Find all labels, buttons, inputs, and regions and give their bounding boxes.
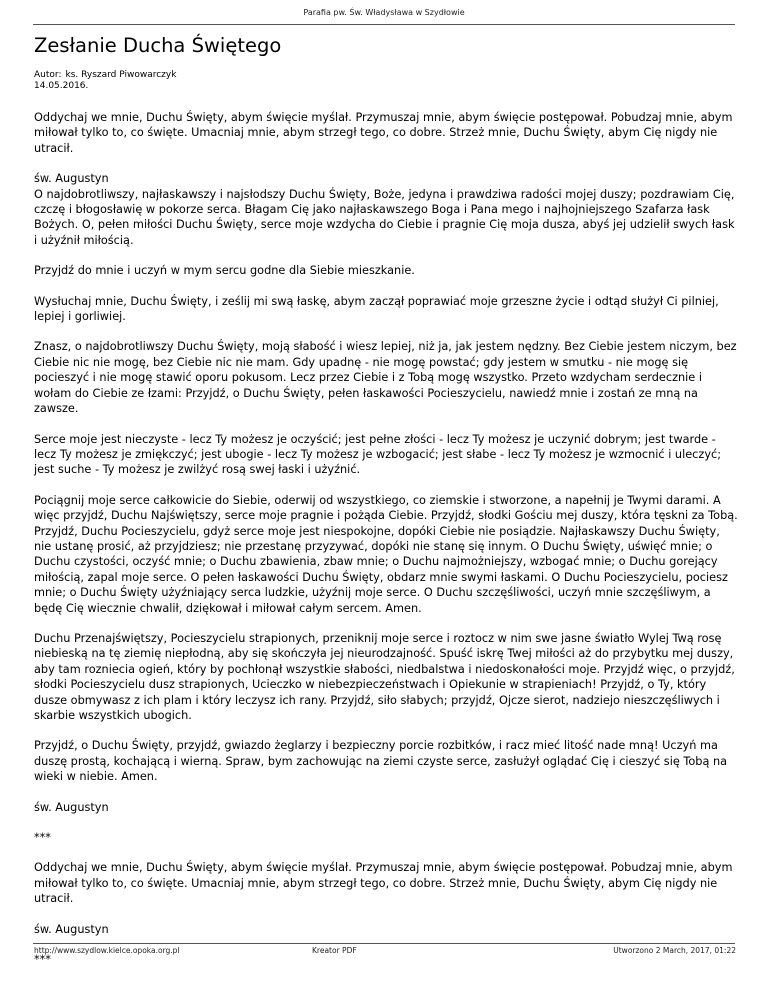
author-name: ks. Ryszard Piwowarczyk — [65, 70, 177, 80]
page-header: Parafia pw. Św. Władysława w Szydłowie — [303, 8, 465, 17]
article-meta — [34, 70, 176, 92]
footer-url-link[interactable]: http://www.szydlow.kielce.opoka.org.pl — [34, 946, 180, 955]
footer-divider — [33, 943, 735, 944]
article-body — [34, 110, 738, 982]
paragraph-8: Duchu Przenajświętszy, Pocieszycielu strapionych, przeniknij moje serce i roztocz w nim swe jasne światło Wylej Twą rosę niebieską na tę ziemię niepłodną, aby się skończyła jej nieurodzajność. Spuść iskrę Twej miłości aż do przybytku mej duszy, aby tam rozniecia ogień, który by pochłonął wszystkie słabości, niedbalstwa i niedoskonałości moje. Przyjdź więc, o przyjdź, słodki Pocieszycielu dusz strapionych, Ucieczko w niebezpieczeństwach i Opiekunie w strapieniach! Przyjdź, o Ty, który dusze obmywasz z ich plam i który leczysz ich rany. Przyjdź, siło słabych; przyjdź, Ojcze sierot, nadziejo nieszczęśliwych i skarbie wszystkich ubogich. — [34, 631, 735, 722]
paragraph-1: Oddychaj we mnie, Duchu Święty, abym święcie myślał. Przymuszaj mnie, abym święcie postępował. Pobudzaj mnie, abym miłował tylko to, co święte. Umacniaj mnie, abym strzegł tego, co dobre. Strzeż mnie, Duchu Święty, abym Cię nigdy nie utracił. — [34, 111, 733, 155]
separator-end: *** — [34, 953, 51, 967]
paragraph-4: Wysłuchaj mnie, Duchu Święty, i ześlij mi swą łaskę, abym zaczął poprawiać moje grzeszne życie i odtąd służył Ci pilniej, lepiej i gorliwiej. — [34, 294, 719, 324]
paragraph-9: Przyjdź, o Duchu Święty, przyjdź, gwiazdo żeglarzy i bezpieczny porcie rozbitków, i racz mieć litość nade mną! Uczyń ma duszę prostą, kochającą i wierną. Spraw, bym zachowując na ziemi czyste serce, zasłużył oglądać Cię i cieszyć się Tobą na wieki w niebie. Amen. — [34, 739, 728, 784]
author-line — [34, 70, 176, 81]
article-date: 14.05.2016. — [34, 81, 89, 91]
paragraph-6: Serce moje jest nieczyste - lecz Ty możesz je oczyścić; jest pełne złości - lecz Ty możesz je uczynić dobrym; jest twarde - lecz Ty możesz je zmiękczyć; jest ubogie - lecz Ty możesz je wzbogacić; jest słabe - lecz Ty możesz je wzmocnić i uleczyć; jest suche - Ty możesz je zwilżyć rosą swej łaski i użyźnić. — [34, 432, 722, 477]
paragraph-3: Przyjdź do mnie i uczyń w mym sercu godne dla Siebie mieszkanie. — [34, 264, 415, 278]
paragraph-5: Znasz, o najdobrotliwszy Duchu Święty, moją słabość i wiesz lepiej, niż ja, jak jestem nędzny. Bez Ciebie jestem niczym, bez Ciebie nic nie mogę, bez Ciebie nic nie mam. Gdy upadnę - nie mogę powstać; gdy jestem w smutku - nie mogę się pocieszyć i nie mogę stawić oporu pokusom. Lecz przez Ciebie i z Tobą mogę wszystko. Przeto wzdycham serdecznie i wołam do Ciebie ze łzami: Przyjdź, o Duchu Święty, pełen łaskawości Pocieszycielu, nawiedź mnie i zostań ze mną na zawsze. — [34, 340, 737, 416]
article-title: Zesłanie Ducha Świętego — [34, 34, 282, 57]
footer-created: Utworzono 2 March, 2017, 01:22 — [613, 946, 736, 955]
attribution: św. Augustyn — [34, 800, 109, 814]
footer-generator: Kreator PDF — [312, 946, 357, 955]
author-label: Autor: — [34, 70, 62, 80]
paragraph-repeat: Oddychaj we mnie, Duchu Święty, abym święcie myślał. Przymuszaj mnie, abym święcie postępował. Pobudzaj mnie, abym miłował tylko to, co święte. Umacniaj mnie, abym strzegł tego, co dobre. Strzeż mnie, Duchu Święty, abym Cię nigdy nie utracił. — [34, 861, 733, 906]
header-divider — [33, 24, 735, 25]
attribution-repeat: św. Augustyn — [34, 922, 109, 936]
paragraph-7: Pociągnij moje serce całkowicie do Siebie, oderwij od wszystkiego, co ziemskie i stworzone, a napełnij je Twymi darami. A więc przyjdź, Duchu Najświętszy, serce moje pragnie i pożąda Ciebie. Przyjdź, słodki Gościu mej duszy, która tęskni za Tobą. Przyjdź, Duchu Pocieszycielu, gdyż serce moje jest niespokojne, dopóki Ciebie nie posiądzie. Najłaskawszy Duchu Święty, nie ustanę prosić, aż przyjdziesz; nie przestanę przyzywać, dopóki nie stanę się innym. O Duchu Święty, uświęć mnie; o Duchu czystości, oczyść mnie; o Duchu zbawienia, zbaw mnie; o Duchu najmożniejszy, wzbogać mnie; o Duchu gorejący miłością, zapal moje serce. O pełen łaskawości Duchu Święty, obdarz mnie swymi łaskami. O Duchu Pocieszycielu, pociesz mnie; o Duchu Święty użyźniający serca ludzkie, użyźnij moje serce. O Duchu szczęśliwości, uczyń mnie szczęśliwym, a będę Cię wiecznie chwalił, dziękował i miłował całym sercem. Amen. — [34, 493, 738, 615]
paragraph-2: św. Augustyn O najdobrotliwszy, najłaskawszy i najsłodszy Duchu Święty, Boże, jedyna i prawdziwa radości mojej duszy; pozdrawiam Cię, czczę i błogosławię w pokorze serca. Błagam Cię jako najłaskawszego Boga i Pana mego i najhojniejszego Szafarza łask Bożych. O, pełen miłości Duchu Święty, serce moje wzdycha do Ciebie i pragnie Cię moja dusza, abyś jej udzielił swych łask i użyźnił miłością. — [34, 172, 735, 247]
separator: *** — [34, 831, 51, 845]
